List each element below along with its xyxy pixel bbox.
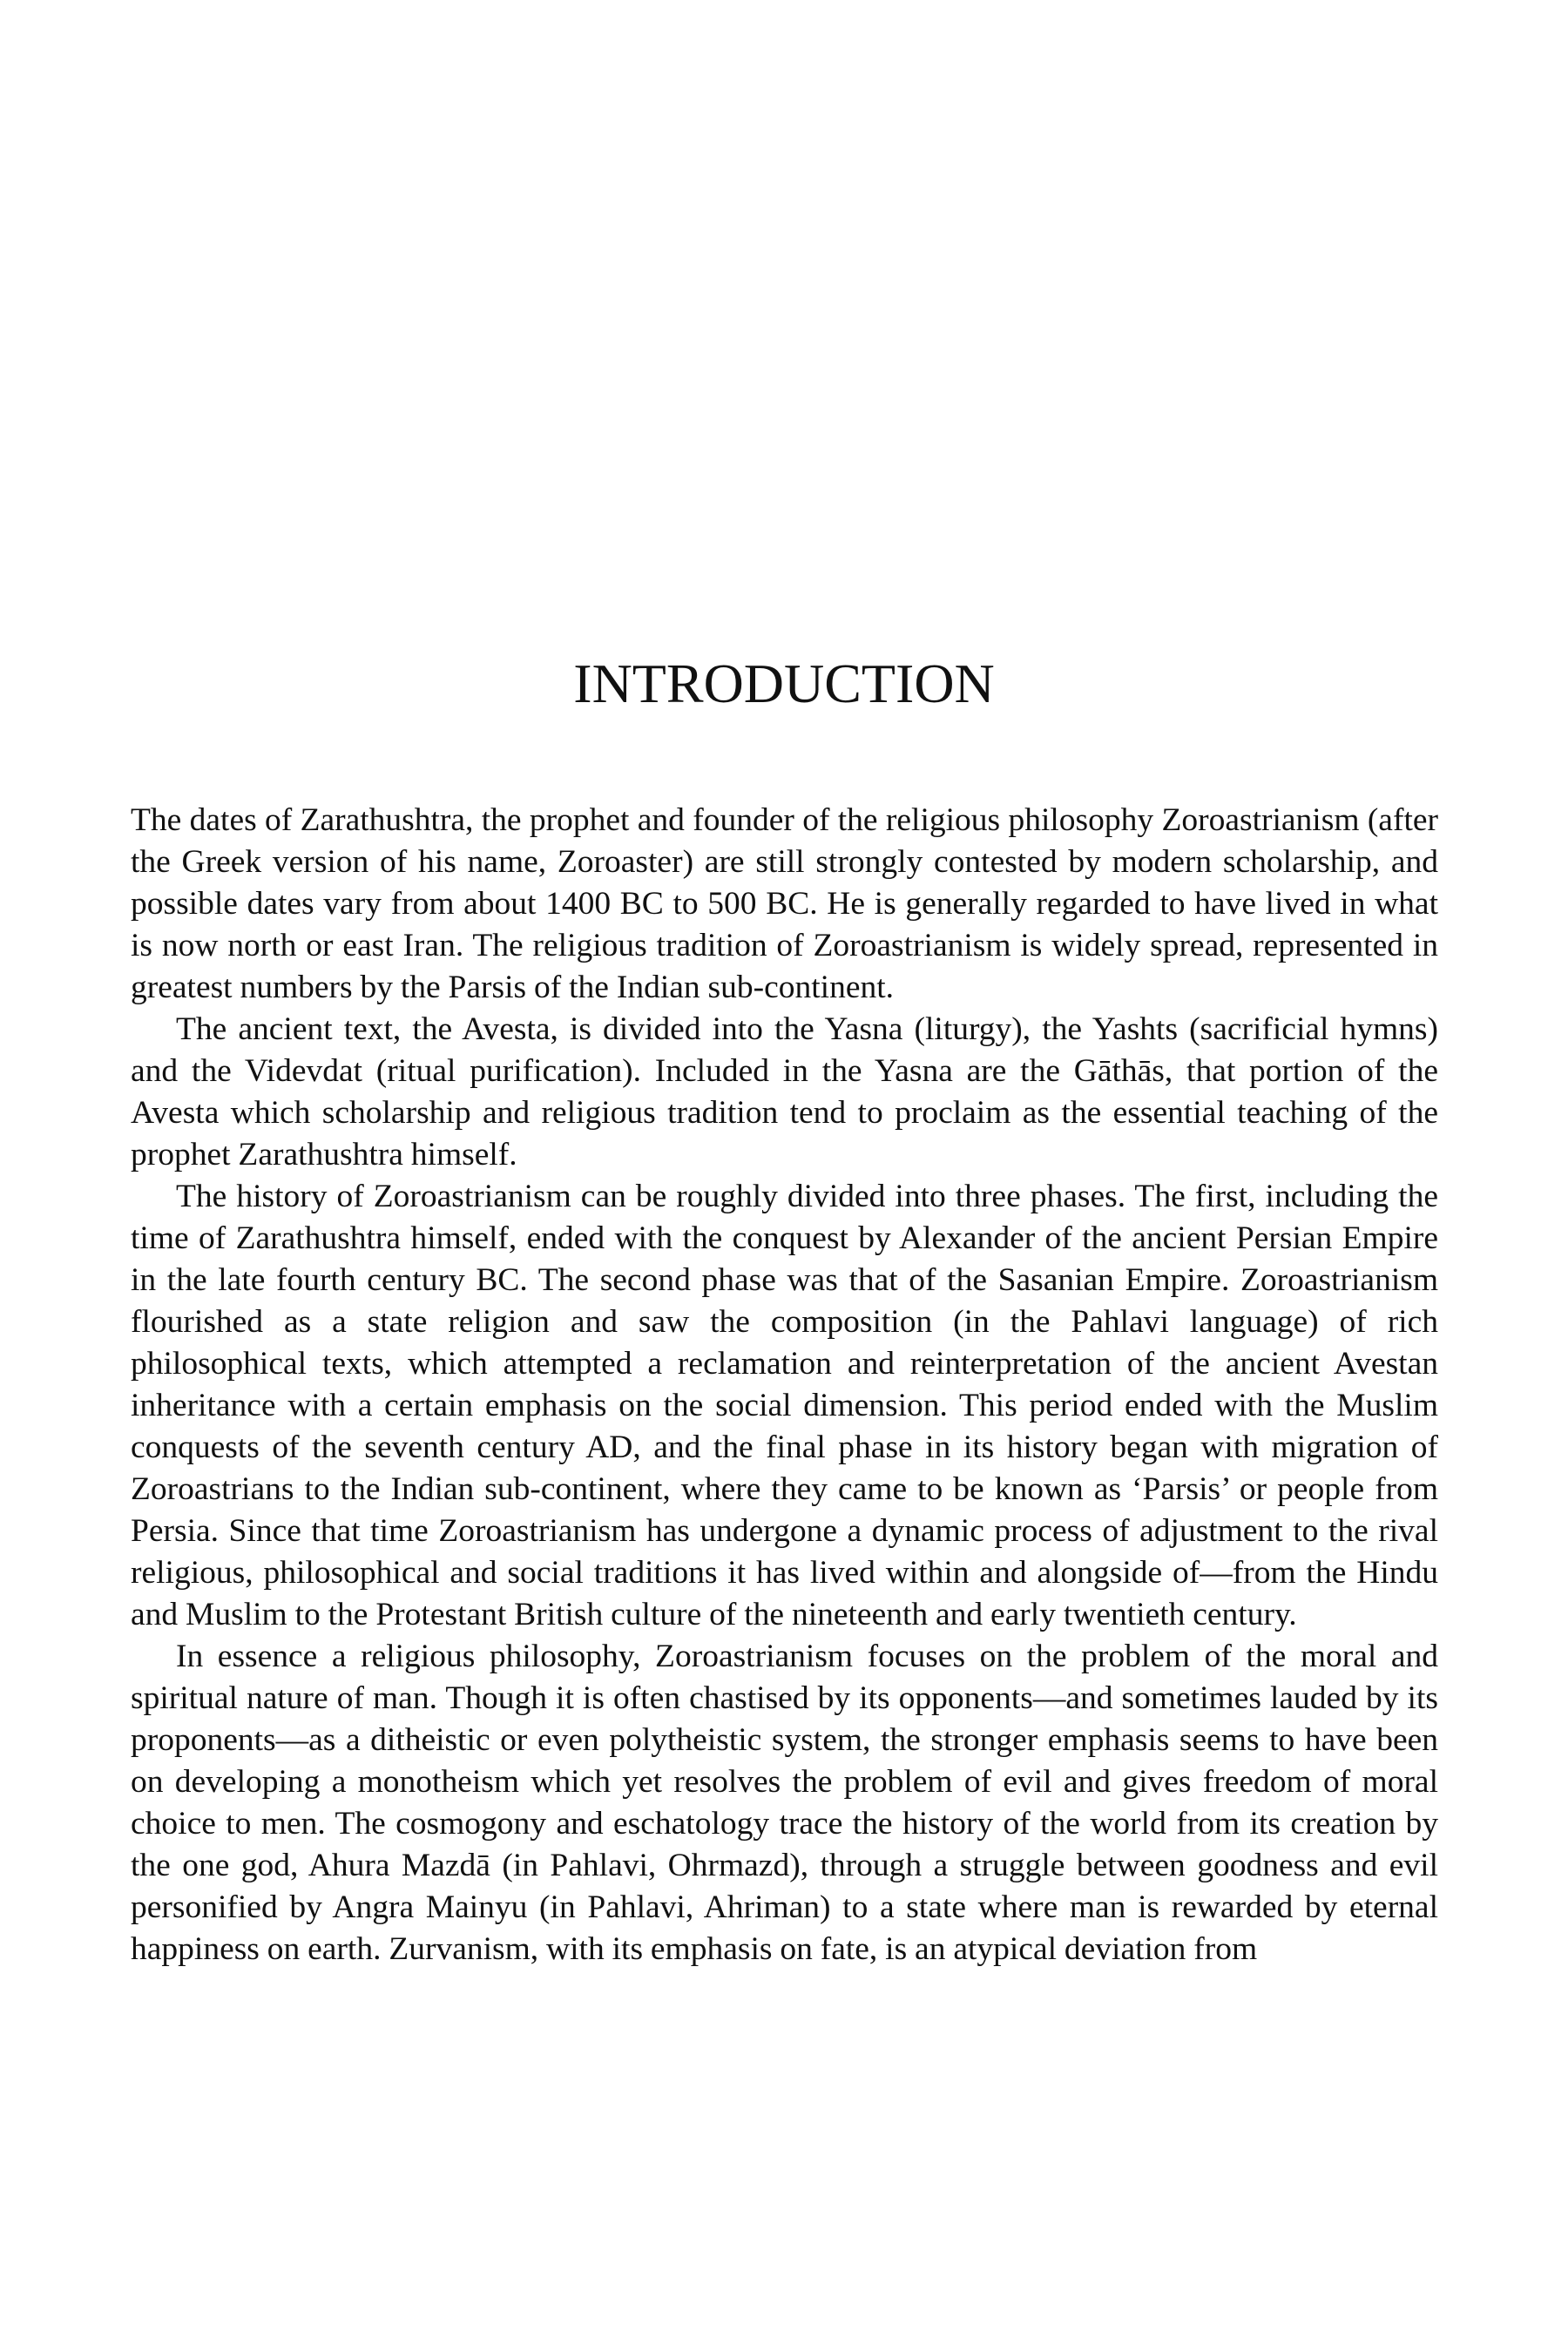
paragraph-1: The dates of Zarathushtra, the prophet and founder of the religious philosophy Zoroastrianism (after the Greek version of his name, Zoroaster) are still strongly contested by modern scholarship, and possible dates vary from about 1400 BC to 500 BC. He is generally regarded to have lived in what is now north or east Iran. The religious tradition of Zoroastrianism is widely spread, represented in greatest numbers by the Parsis of the Indian sub-continent. — [131, 802, 1438, 1005]
paragraph-2: The ancient text, the Avesta, is divided into the Yasna (liturgy), the Yashts (sacrificial hymns) and the Videvdat (ritual purification). Included in the Yasna are the Gāthās, that portion of the Avesta which scholarship and religious tradition tend to proclaim as the essential teaching of the prophet Zarathushtra himself. — [131, 1011, 1438, 1173]
chapter-title: INTRODUCTION — [573, 652, 995, 714]
body-text — [131, 800, 1438, 1970]
paragraph-4: In essence a religious philosophy, Zoroastrianism focuses on the problem of the moral and spiritual nature of man. Though it is often chastised by its opponents—and sometimes lauded by its proponents—as a ditheistic or even polytheistic system, the stronger emphasis seems to have been on developing a monotheism which yet resolves the problem of evil and gives freedom of moral choice to men. The cosmogony and eschatology trace the history of the world from its creation by the one god, Ahura Mazdā (in Pahlavi, Ohrmazd), through a struggle between goodness and evil personified by Angra Mainyu (in Pahlavi, Ahriman) to a state where man is rewarded by eternal happiness on earth. Zurvanism, with its emphasis on fate, is an atypical deviation from — [131, 1639, 1438, 1967]
paragraph-3: The history of Zoroastrianism can be roughly divided into three phases. The first, including the time of Zarathushtra himself, ended with the conquest by Alexander of the ancient Persian Empire in the late fourth century BC. The second phase was that of the Sasanian Empire. Zoroastrianism flourished as a state religion and saw the composition (in the Pahlavi language) of rich philosophical texts, which attempted a reclamation and reinterpretation of the ancient Avestan inheritance with a certain emphasis on the social dimension. This period ended with the Muslim conquests of the seventh century AD, and the final phase in its history began with migration of Zoroastrians to the Indian sub-continent, where they came to be known as ‘Parsis’ or people from Persia. Since that time Zoroastrianism has undergone a dynamic process of adjustment to the rival religious, philosophical and social traditions it has lived within and alongside of—from the Hindu and Muslim to the Protestant British culture of the nineteenth and early twentieth century. — [131, 1179, 1438, 1632]
